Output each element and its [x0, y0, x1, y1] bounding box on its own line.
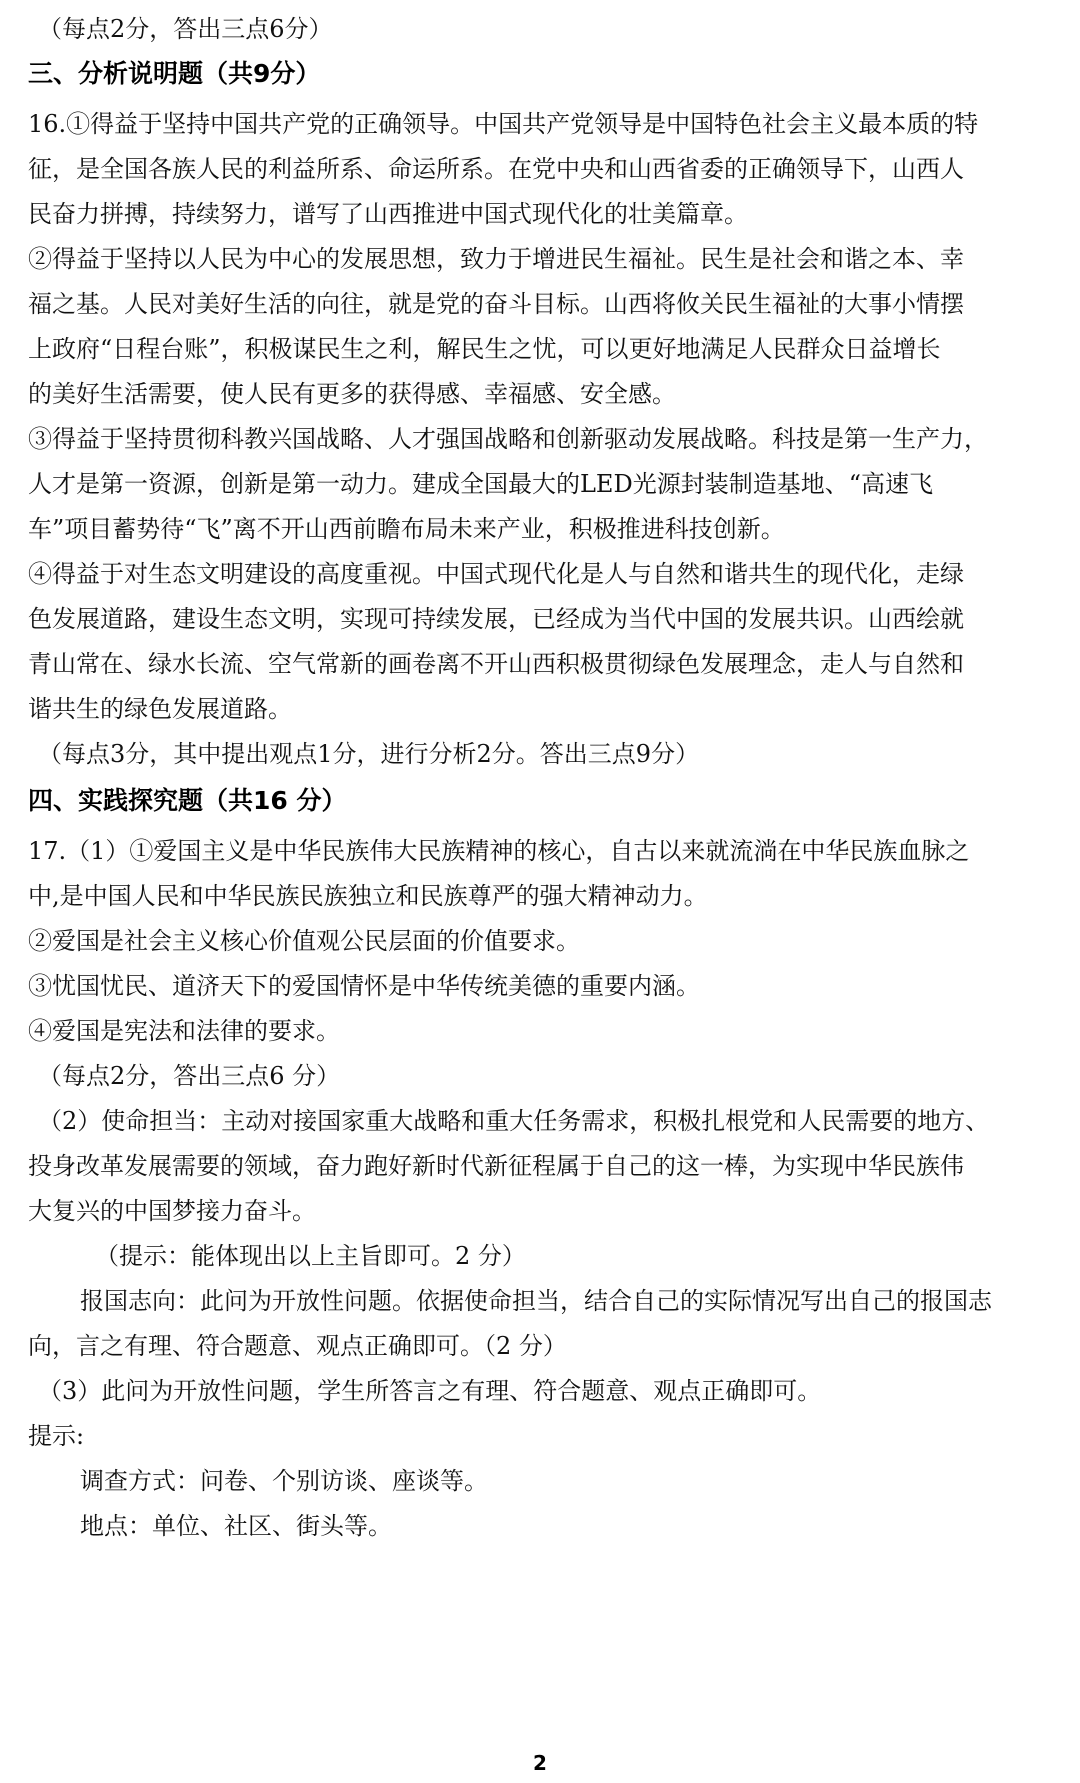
q16-line-13: 青山常在、绿水长流、空气常新的画卷离不开山西积极贯彻绿色发展理念，走人与自然和: [28, 650, 964, 678]
scoring-note-q16: （每点3分，其中提出观点1分，进行分析2分。答出三点9分）: [38, 740, 700, 768]
q17-line-4: ③忧国忧民、道济天下的爱国情怀是中华传统美德的重要内涵。: [28, 972, 700, 1000]
q17-3-survey-method: 调查方式：问卷、个别访谈、座谈等。: [80, 1467, 488, 1495]
q17-2-line-2: 投身改革发展需要的领域，奋力跑好新时代新征程属于自己的这一棒，为实现中华民族伟: [28, 1152, 964, 1180]
q16-line-4: ②得益于坚持以人民为中心的发展思想，致力于增进民生福祉。民生是社会和谐之本、幸: [28, 245, 964, 273]
q17-line-5: ④爱国是宪法和法律的要求。: [28, 1017, 340, 1045]
q17-2-line-5: 向，言之有理、符合题意、观点正确即可。（2 分）: [28, 1332, 567, 1360]
q16-line-8: ③得益于坚持贯彻科教兴国战略、人才强国战略和创新驱动发展战略。科技是第一生产力，: [28, 425, 988, 453]
page-number: 2: [533, 1751, 547, 1775]
section-4-heading: 四、实践探究题（共16 分）: [28, 786, 347, 815]
q16-line-11: ④得益于对生态文明建设的高度重视。中国式现代化是人与自然和谐共生的现代化，走绿: [28, 560, 964, 588]
q16-line-14: 谐共生的绿色发展道路。: [28, 695, 292, 723]
q17-2-line-3: 大复兴的中国梦接力奋斗。: [28, 1197, 316, 1225]
q16-line-12: 色发展道路，建设生态文明，实现可持续发展，已经成为当代中国的发展共识。山西绘就: [28, 605, 964, 633]
q17-2-line-1: （2）使命担当：主动对接国家重大战略和重大任务需求，积极扎根党和人民需要的地方、: [38, 1107, 990, 1135]
q16-line-3: 民奋力拼搏，持续努力，谱写了山西推进中国式现代化的壮美篇章。: [28, 200, 748, 228]
q16-line-6: 上政府“日程台账”，积极谋民生之利，解民生之忧，可以更好地满足人民群众日益增长: [28, 335, 941, 363]
q16-line-7: 的美好生活需要，使人民有更多的获得感、幸福感、安全感。: [28, 380, 676, 408]
q16-line-5: 福之基。人民对美好生活的向往，就是党的奋斗目标。山西将攸关民生福祉的大事小情摆: [28, 290, 964, 318]
section-3-heading: 三、分析说明题（共9分）: [28, 59, 321, 88]
q17-line-1: 17.（1）①爱国主义是中华民族伟大民族精神的核心，自古以来就流淌在中华民族血脉之: [28, 837, 970, 865]
q16-line-9: 人才是第一资源，创新是第一动力。建成全国最大的LED光源封装制造基地、“高速飞: [28, 470, 933, 498]
q17-3-line-1: （3）此问为开放性问题，学生所答言之有理、符合题意、观点正确即可。: [38, 1377, 822, 1405]
q17-2-hint: （提示：能体现出以上主旨即可。2 分）: [95, 1242, 526, 1270]
q17-3-hint-label: 提示:: [28, 1422, 85, 1450]
q16-line-1: 16.①得益于坚持中国共产党的正确领导。中国共产党领导是中国特色社会主义最本质的特: [28, 110, 979, 138]
scoring-note-q15: （每点2分，答出三点6分）: [38, 15, 333, 43]
scoring-note-q17-1: （每点2分，答出三点6 分）: [38, 1062, 341, 1090]
q17-line-2: 中,是中国人民和中华民族民族独立和民族尊严的强大精神动力。: [28, 882, 708, 910]
q17-line-3: ②爱国是社会主义核心价值观公民层面的价值要求。: [28, 927, 580, 955]
q16-line-2: 征，是全国各族人民的利益所系、命运所系。在党中央和山西省委的正确领导下，山西人: [28, 155, 964, 183]
q17-3-location: 地点：单位、社区、街头等。: [80, 1512, 392, 1540]
q16-line-10: 车”项目蓄势待“飞”离不开山西前瞻布局未来产业，积极推进科技创新。: [28, 515, 785, 543]
q17-2-line-4: 报国志向：此问为开放性问题。依据使命担当，结合自己的实际情况写出自己的报国志: [80, 1287, 992, 1315]
